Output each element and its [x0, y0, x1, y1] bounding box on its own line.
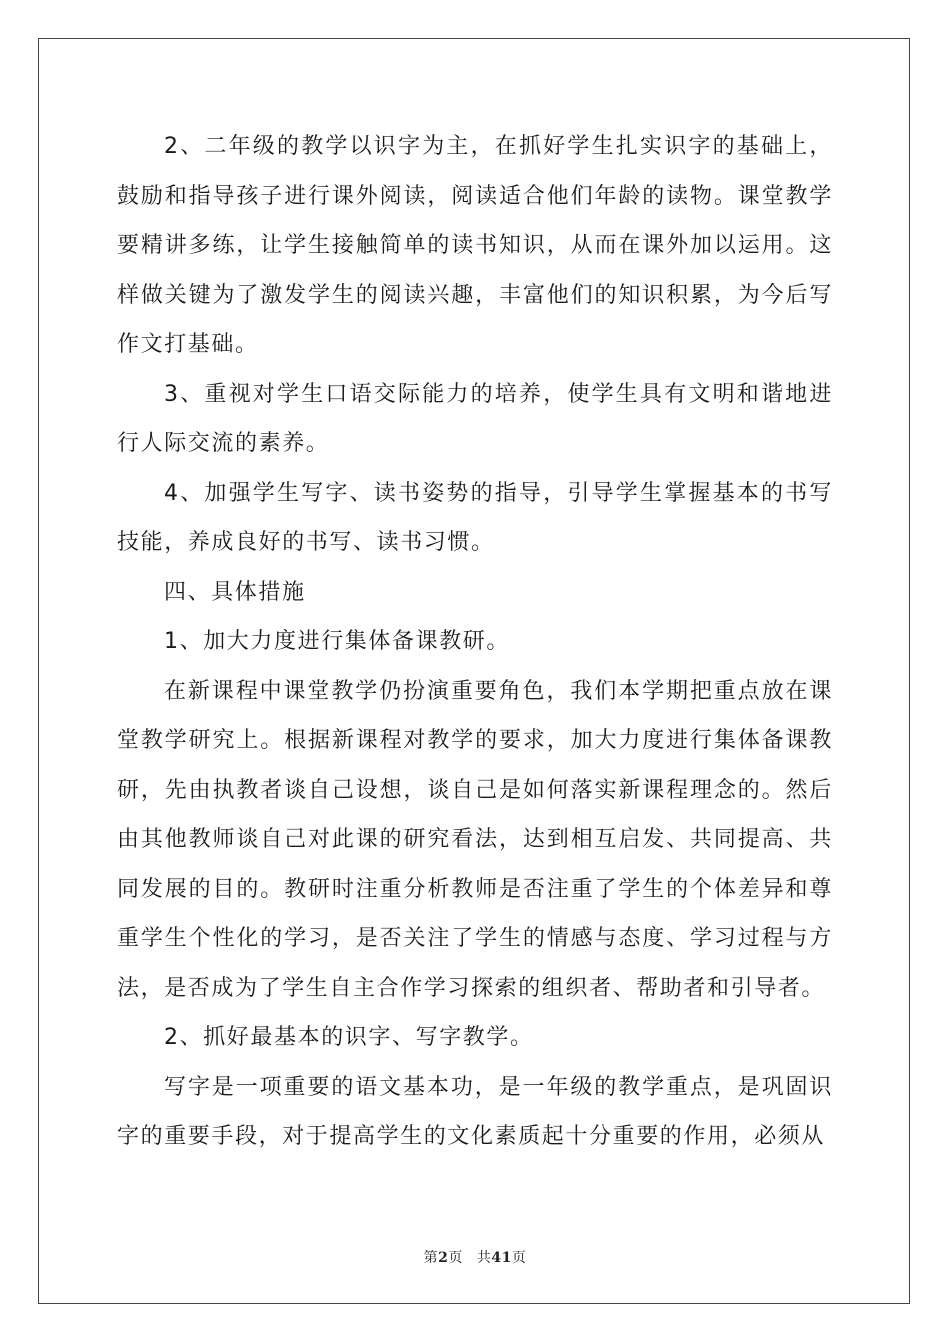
footer-total-prefix: 共 — [476, 1250, 492, 1266]
footer-page-number: 2 — [438, 1250, 449, 1266]
section-heading-measures: 四、具体措施 — [164, 579, 306, 605]
footer-total-pages: 41 — [491, 1250, 512, 1266]
footer-page-suffix: 页 — [448, 1250, 463, 1266]
paragraph-goal-2: 2、二年级的教学以识字为主，在抓好学生扎实识字的基础上，鼓励和指导孩子进行课外阅读，阅读适合他们年龄的读物。课堂教学要精讲多练，让学生接触简单的读书知识，从而在课外加以运用。这样做关键为了激发学生的阅读兴趣，丰富他们的知识积累，为今后写作文打基础。 — [117, 134, 833, 357]
paragraph-measure-1-title: 1、加大力度进行集体备课教研。 — [164, 629, 510, 654]
paragraph-measure-1-body: 在新课程中课堂教学仍扮演重要角色，我们本学期把重点放在课堂教学研究上。根据新课程对教学的要求，加大力度进行集体备课教研，先由执教者谈自己设想，谈自己是如何落实新课程理念的。然后由其他教师谈自己对此课的研究看法，达到相互启发、共同提高、共同发展的目的。教研时注重分析教师是否注重了学生的个体差异和尊重学生个性化的学习，是否关注了学生的情感与态度、学习过程与方法，是否成为了学生自主合作学习探索的组织者、帮助者和引导者。 — [117, 678, 833, 1001]
paragraph-measure-2-title: 2、抓好最基本的识字、写字教学。 — [164, 1025, 534, 1050]
footer-page-prefix: 第 — [423, 1250, 439, 1266]
document-body — [117, 122, 833, 1162]
paragraph-measure-2-body: 写字是一项重要的语文基本功，是一年级的教学重点，是巩固识字的重要手段，对于提高学生的文化素质起十分重要的作用，必须从 — [117, 1074, 833, 1149]
paragraph-goal-4: 4、加强学生写字、读书姿势的指导，引导学生掌握基本的书写技能，养成良好的书写、读书习惯。 — [117, 480, 833, 555]
footer-total-suffix: 页 — [511, 1250, 527, 1266]
paragraph-goal-3: 3、重视对学生口语交际能力的培养，使学生具有文明和谐地进行人际交流的素养。 — [117, 381, 833, 456]
page-footer — [0, 1247, 950, 1267]
